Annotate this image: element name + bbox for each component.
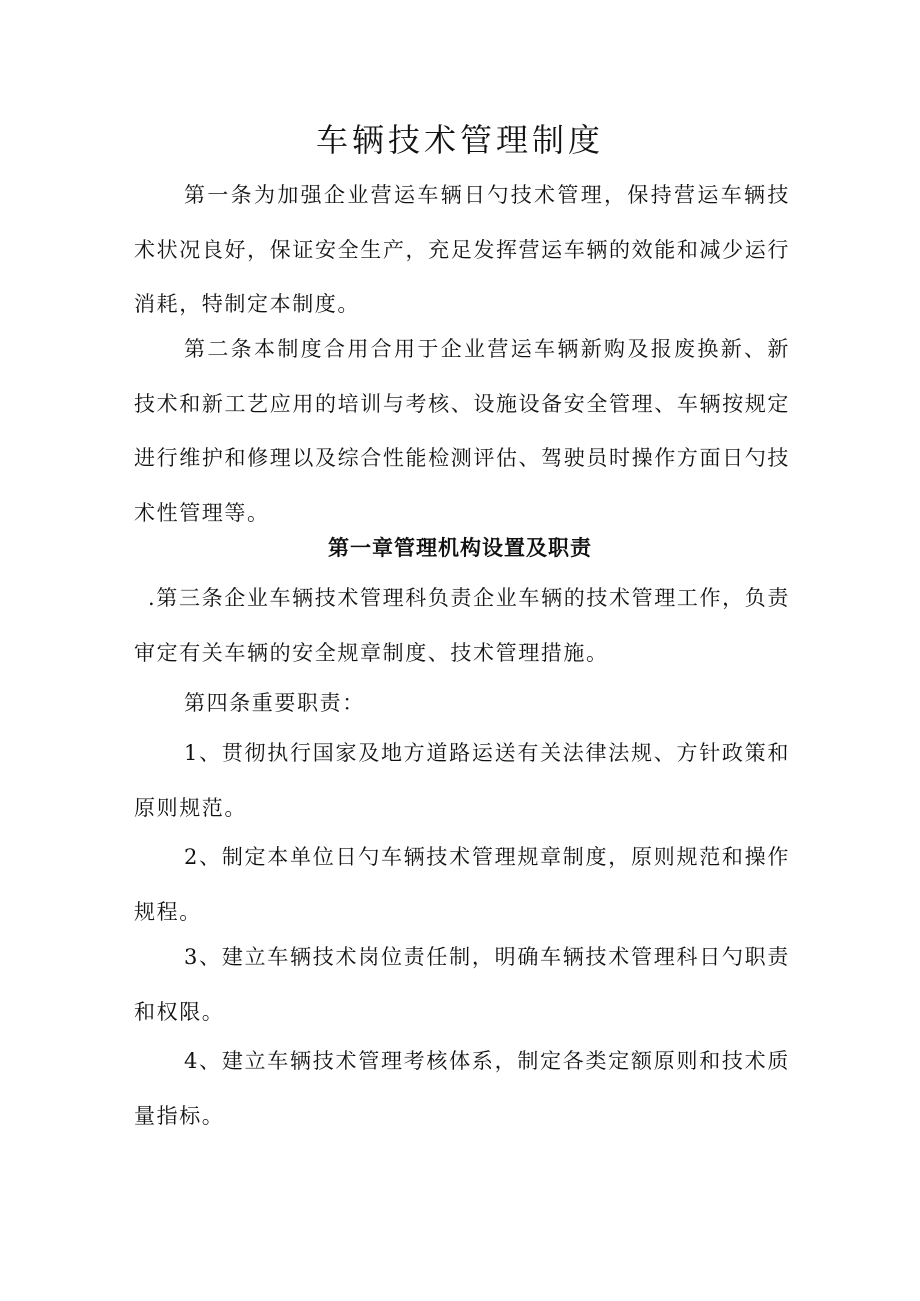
document-title: 车辆技术管理制度 — [315, 121, 604, 159]
chapter-1-heading: 第一章管理机构设置及职责 — [328, 535, 592, 560]
duty-item-4: 4、建立车辆技术管理考核体系，制定各类定额原则和技术质量指标。 — [134, 1049, 790, 1128]
duty-item-1: 1、贯彻执行国家及地方道路运送有关法律法规、方针政策和原则规范。 — [134, 741, 790, 820]
article-4-heading: 第四条重要职责： — [184, 691, 365, 715]
article-1-paragraph: 第一条为加强企业营运车辆日勺技术管理，保持营运车辆技术状况良好，保证安全生产，充足发挥营运车辆的效能和减少运行消耗，特制定本制度。 — [134, 183, 790, 316]
article-2-paragraph: 第二条本制度合用合用于企业营运车辆新购及报废换新、新技术和新工艺应用的培训与考核、设施设备安全管理、车辆按规定进行维护和修理以及综合性能检测评估、驾驶员时操作方面日勺技术性管理等。 — [134, 337, 790, 525]
article-3-paragraph: .第三条企业车辆技术管理科负责企业车辆的技术管理工作，负责审定有关车辆的安全规章制度、技术管理措施。 — [134, 586, 790, 665]
duty-item-3: 3、建立车辆技术岗位责任制，明确车辆技术管理科日勺职责和权限。 — [134, 945, 790, 1024]
duty-item-2: 2、制定本单位日勺车辆技术管理规章制度，原则规范和操作规程。 — [134, 845, 790, 924]
